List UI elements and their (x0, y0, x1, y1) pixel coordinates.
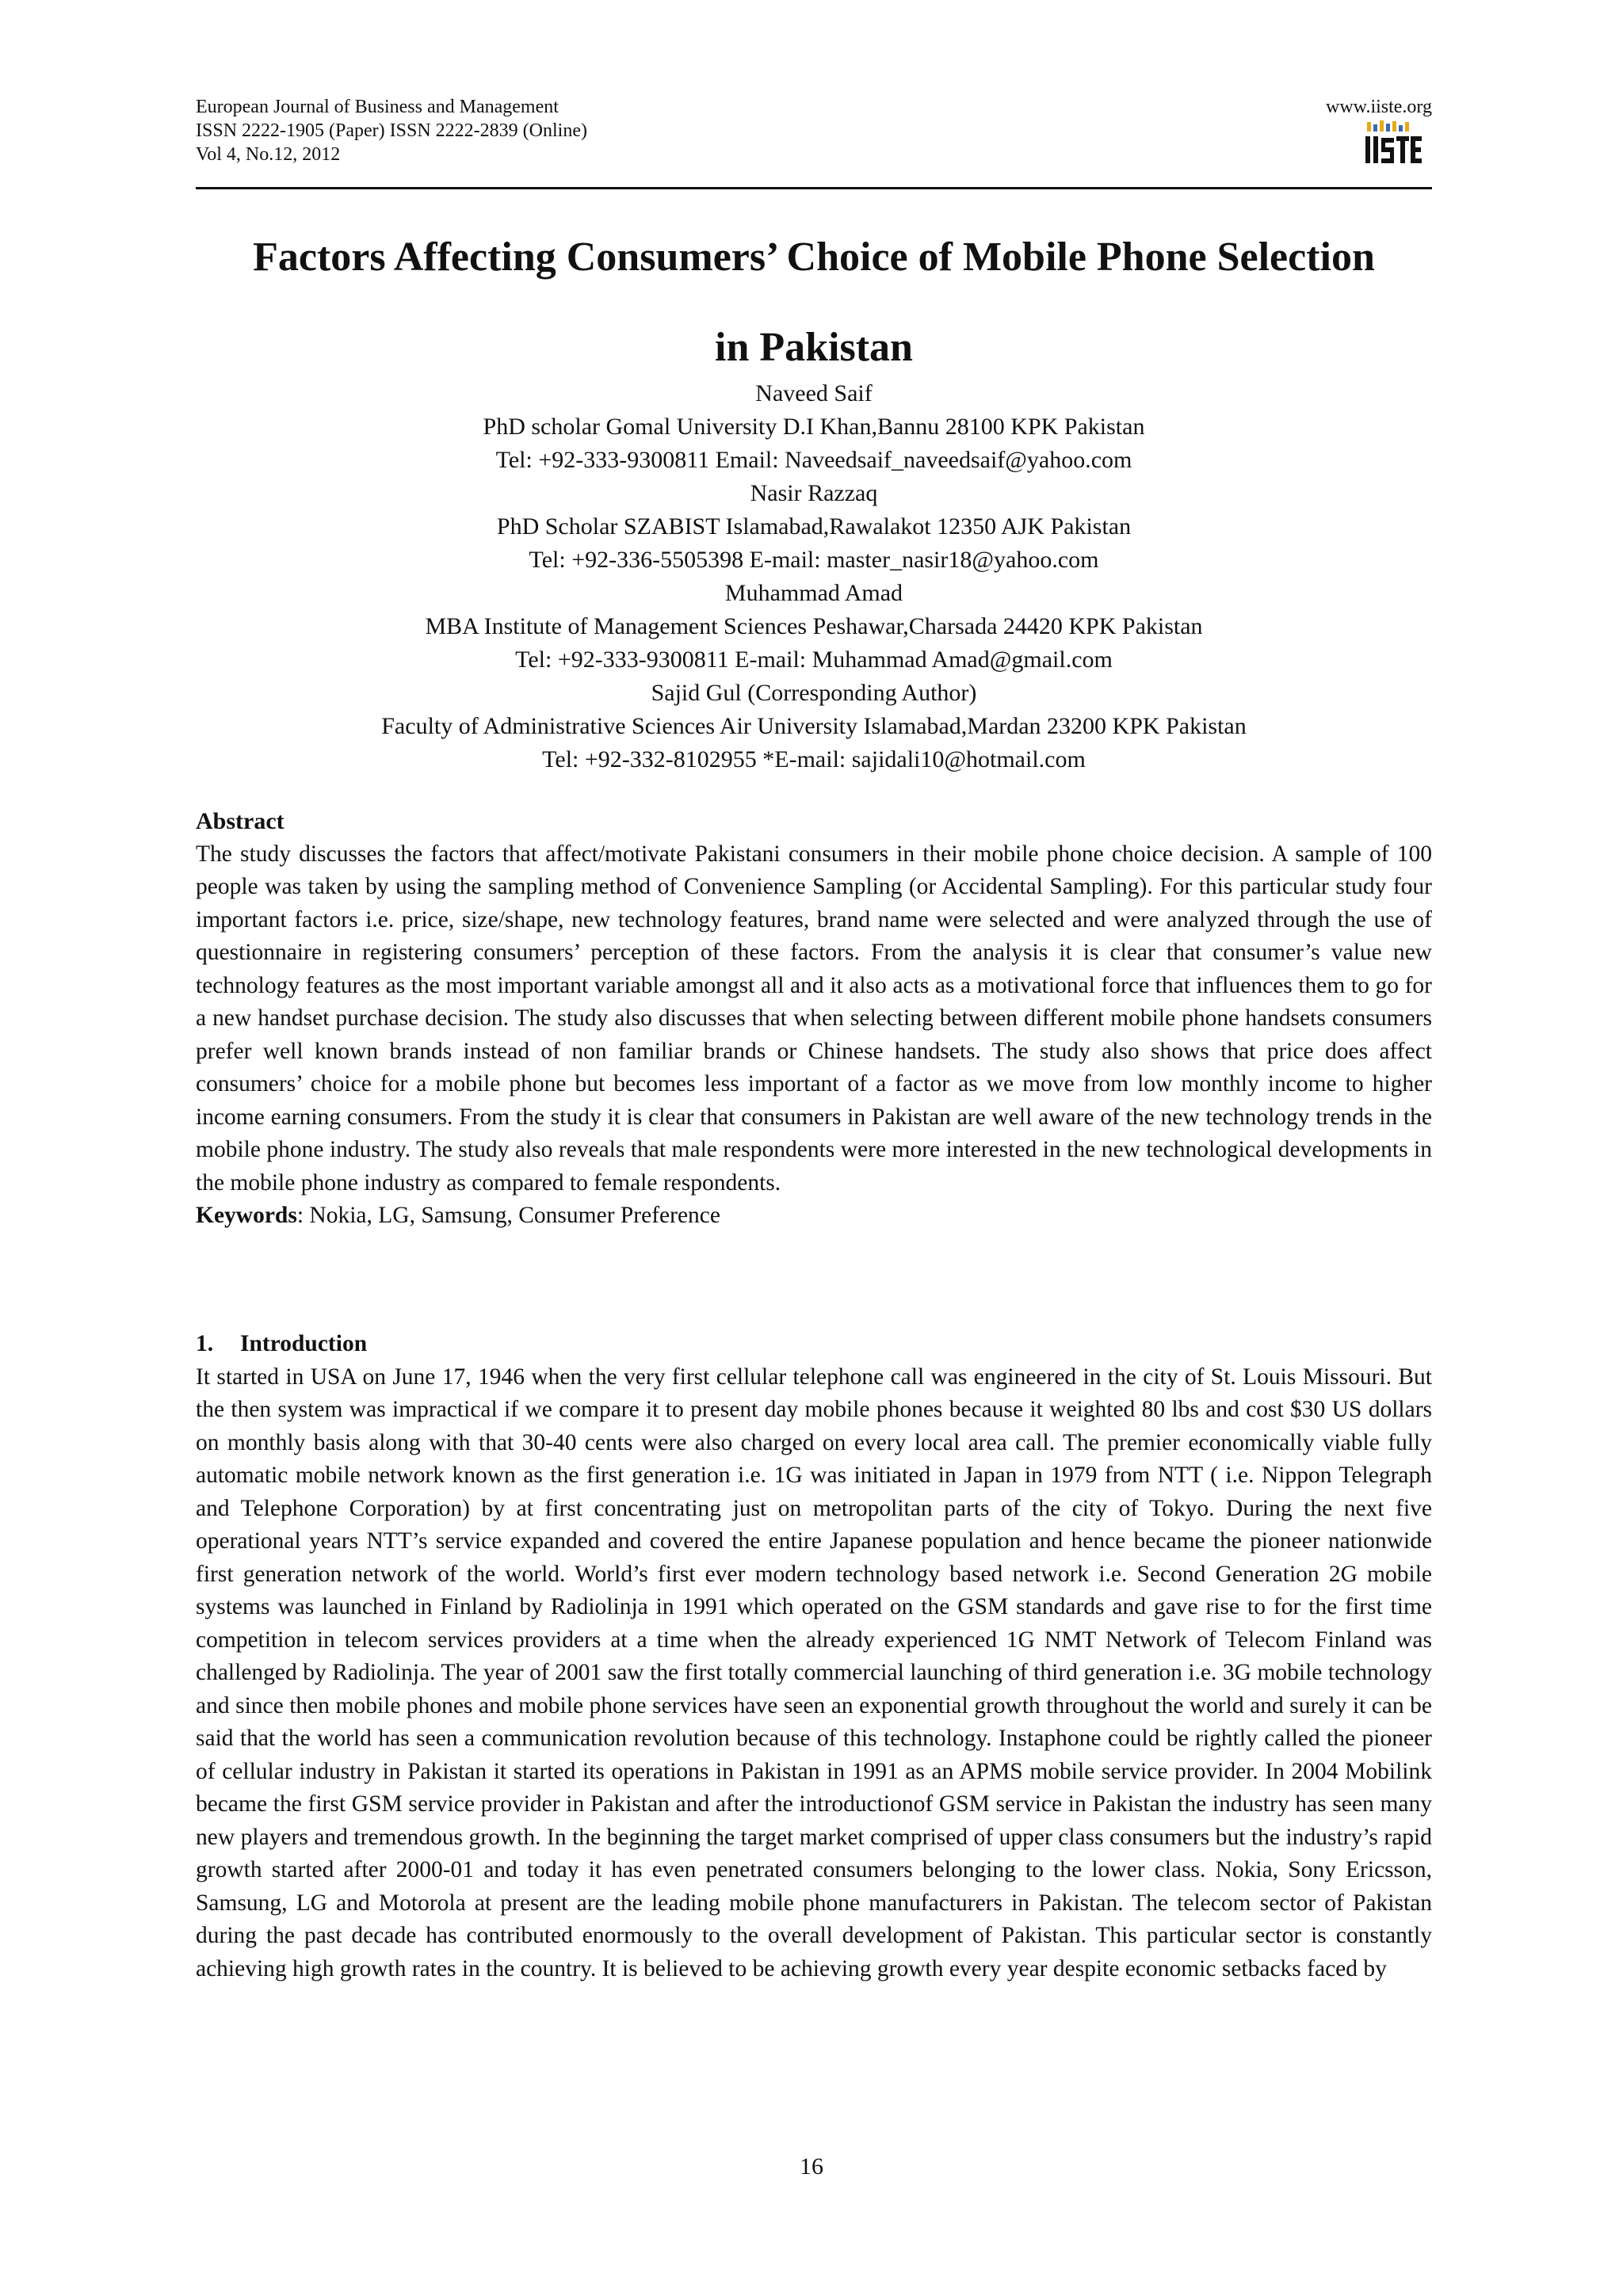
author-name: Nasir Razzaq (750, 480, 878, 506)
keywords-label: Keywords (196, 1203, 297, 1228)
introduction-text: It started in USA on June 17, 1946 when the very first cellular telephone call was engineered in the city of St. Louis Missouri. But the then system was impractical if we compare it to present day mobile phones because it weighted 80 lbs and cost $30 US dollars on monthly basis along with that 30-40 cents were also charged on every local area call. The premier economically viable fully automatic mobile network known as the first generation i.e. 1G was initiated in Japan in 1979 from NTT ( i.e. Nippon Telegraph and Telephone Corporation) by at first concentrating just on metropolitan parts of the city of Tokyo. During the next five operational years NTT’s service expanded and covered the entire Japanese population and hence became the pioneer nationwide first generation network of the world. World’s first ever modern technology based network i.e. Second Generation 2G mobile systems was launched in Finland by Radiolinja in 1991 which operated on the GSM standards and gave rise to for the first time competition in telecom services providers at a time when the already experienced 1G NMT Network of Telecom Finland was challenged by Radiolinja. The year of 2001 saw the first totally commercial launching of third generation i.e. 3G mobile technology and since then mobile phones and mobile phone services have seen an exponential growth throughout the world and surely it can be said that the world has seen a communication revolution because of this technology. Instaphone could be rightly called the pioneer of cellular industry in Pakistan it started its operations in Pakistan in 1991 as an APMS mobile service provider. In 2004 Mobilink became the first GSM service provider in Pakistan and after the introductionof GSM service in Pakistan the industry has seen many new players and tremendous growth. In the beginning the target market comprised of upper class consumers but the industry’s rapid growth started after 2000-01 and today it has even penetrated consumers belonging to the lower class. Nokia, Sony Ericsson, Samsung, LG and Motorola at present are the leading mobile phone manufacturers in Pakistan. The telecom sector of Pakistan during the past decade has contributed enormously to the overall development of Pakistan. This particular sector is constantly achieving high growth rates in the country. It is believed to be achieving growth every year despite economic setbacks faced by (196, 1363, 1432, 1981)
author-contact: Tel: +92-333-9300811 Email: Naveedsaif_naveedsaif@yahoo.com (495, 447, 1132, 473)
introduction-section (196, 1328, 1432, 1985)
author-contact: Tel: +92-333-9300811 E-mail: Muhammad Amad@gmail.com (515, 646, 1113, 673)
journal-info (196, 95, 587, 166)
journal-issn: ISSN 2222-1905 (Paper) ISSN 2222-2839 (Online) (196, 120, 587, 141)
section-title: Introduction (240, 1331, 368, 1356)
journal-name: European Journal of Business and Management (196, 97, 559, 117)
author-name: Muhammad Amad (724, 580, 903, 606)
keywords-values: : Nokia, LG, Samsung, Consumer Preference (296, 1203, 720, 1228)
paper-title-line-2: in Pakistan (715, 325, 913, 370)
page-number: 16 (800, 2153, 823, 2180)
author-name: Naveed Saif (755, 380, 873, 406)
journal-website-link[interactable]: www.iiste.org (1326, 97, 1432, 117)
paper-title (196, 212, 1432, 393)
journal-volume: Vol 4, No.12, 2012 (196, 144, 341, 165)
author-contact: Tel: +92-336-5505398 E-mail: master_nasir18@yahoo.com (529, 547, 1099, 573)
author-contact: Tel: +92-332-8102955 *E-mail: sajidali10@hotmail.com (542, 746, 1086, 772)
introduction-heading (196, 1328, 1432, 1361)
author-list (196, 377, 1432, 776)
section-number: 1. (196, 1331, 214, 1356)
abstract-section (196, 805, 1432, 1233)
author-name: Sajid Gul (Corresponding Author) (651, 680, 977, 706)
keywords-line (196, 1199, 1432, 1233)
abstract-heading: Abstract (196, 808, 285, 834)
header-rule (196, 187, 1432, 189)
author-affiliation: MBA Institute of Management Sciences Peshawar,Charsada 24420 KPK Pakistan (425, 613, 1203, 639)
paper-title-line-1: Factors Affecting Consumers’ Choice of Mobile Phone Selection (253, 235, 1375, 280)
running-header (196, 95, 1432, 186)
author-affiliation: PhD Scholar SZABIST Islamabad,Rawalakot 12350 AJK Pakistan (496, 513, 1132, 540)
abstract-text: The study discusses the factors that affect/motivate Pakistani consumers in their mobile phone choice decision. A sample of 100 people was taken by using the sampling method of Convenience Sampling (or Accidental Sampling). For this particular study four important factors i.e. price, size/shape, new technology features, brand name were selected and were analyzed through the use of questionnaire in registering consumers’ perception of these factors. From the analysis it is clear that consumer’s value new technology features as the most important variable amongst all and it also acts as a motivational force that influences them to go for a new handset purchase decision. The study also discusses that when selecting between different mobile phone handsets consumers prefer well known brands instead of non familiar brands or Chinese handsets. The study also shows that price does affect consumers’ choice for a mobile phone but becomes less important of a factor as we move from low monthly income to higher income earning consumers. From the study it is clear that consumers in Pakistan are well aware of the new technology trends in the mobile phone industry. The study also reveals that male respondents were more interested in the new technological developments in the mobile phone industry as compared to female respondents. (196, 841, 1432, 1196)
author-affiliation: PhD scholar Gomal University D.I Khan,Bannu 28100 KPK Pakistan (483, 414, 1145, 440)
iiste-logo (1362, 120, 1423, 166)
journal-website-block (1326, 95, 1432, 119)
author-affiliation: Faculty of Administrative Sciences Air University Islamabad,Mardan 23200 KPK Pakistan (381, 713, 1247, 739)
